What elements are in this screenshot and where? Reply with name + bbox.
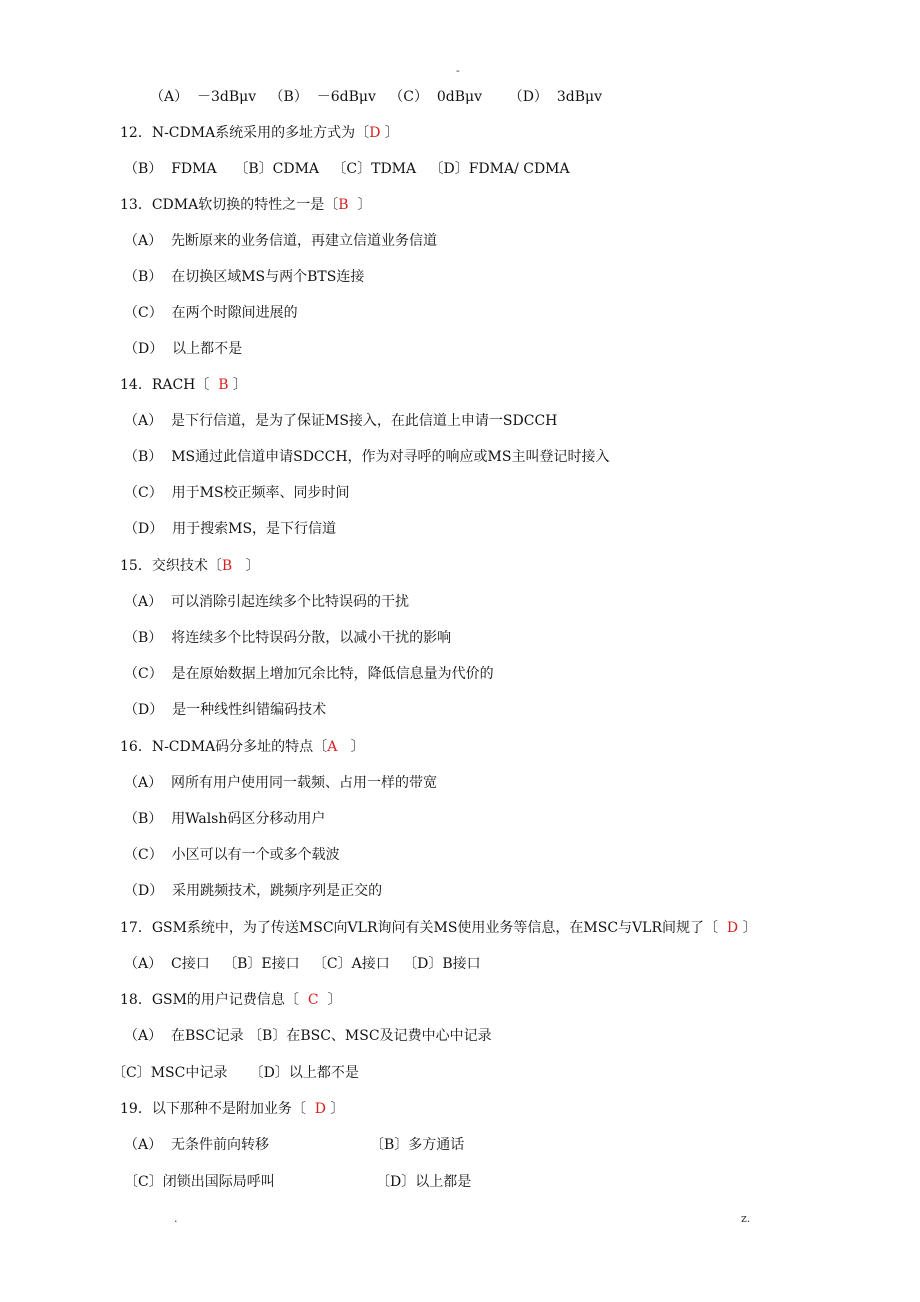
q15-option-d: （D） 是一种线性纠错编码技术 <box>124 702 327 718</box>
q14-option-d: （D） 用于搜索MS，是下行信道 <box>124 521 337 537</box>
footer-left-mark: . <box>174 1212 178 1225</box>
q11-options: （A） －3dBμv （B） －6dBμv （C） 0dBμv （D） 3dBμv <box>150 89 602 105</box>
question-text: 14．RACH〔 <box>120 377 219 393</box>
question-text: 17．GSM系统中，为了传送MSC向VLR询问有关MS使用业务等信息，在MSC与VLR间规了〔 <box>120 920 727 936</box>
question-bracket: 〕 <box>228 377 248 393</box>
answer-mark: B <box>221 558 233 574</box>
answer-mark: D <box>314 1101 326 1117</box>
question-text: 18．GSM的用户记费信息〔 <box>120 992 308 1008</box>
q15-option-a: （A） 可以消除引起连续多个比特误码的干扰 <box>124 594 410 610</box>
q15-option-b: （B） 将连续多个比特误码分散，以减小干扰的影响 <box>124 630 452 646</box>
q16-option-b: （B） 用Walsh码区分移动用户 <box>124 811 326 827</box>
question-18 <box>120 990 341 1010</box>
q19-option-c: 〔C〕闭锁出国际局呼叫 <box>124 1174 275 1190</box>
footer-right-mark: z. <box>741 1212 751 1225</box>
question-bracket: 〕 <box>232 558 260 574</box>
answer-mark: D <box>369 125 381 141</box>
q13-option-d: （D） 以上都不是 <box>124 341 243 357</box>
q13-option-a: （A） 先断原来的业务信道，再建立信道业务信道 <box>124 233 438 249</box>
q16-option-c: （C） 小区可以有一个或多个载波 <box>124 847 340 863</box>
header-mark: - <box>456 64 460 77</box>
q19-option-d: 〔D〕以上都是 <box>376 1174 472 1190</box>
q14-option-a: （A） 是下行信道，是为了保证MS接入，在此信道上申请一SDCCH <box>124 413 558 429</box>
question-text: 13．CDMA软切换的特性之一是〔 <box>120 197 339 213</box>
answer-mark: A <box>327 739 338 755</box>
q16-option-d: （D） 采用跳频技术，跳频序列是正交的 <box>124 883 383 899</box>
q16-option-a: （A） 网所有用户使用同一载频、占用一样的带宽 <box>124 775 438 791</box>
answer-mark: B <box>338 197 349 213</box>
q19-option-b: 〔B〕多方通话 <box>370 1137 465 1153</box>
q17-options: （A） C接口 〔B〕E接口 〔C〕A接口 〔D〕B接口 <box>124 956 481 972</box>
answer-mark: D <box>726 920 739 936</box>
question-bracket: 〕 <box>337 739 365 755</box>
question-text: 15．交织技术〔 <box>120 558 222 574</box>
question-bracket: 〕 <box>318 992 342 1008</box>
q18-options-line1: （A） 在BSC记录 〔B〕在BSC、MSC及记费中心中记录 <box>124 1028 492 1044</box>
question-text: 19．以下那种不是附加业务〔 <box>120 1101 315 1117</box>
q12-options: （B） FDMA 〔B〕CDMA 〔C〕TDMA 〔D〕FDMA/ CDMA <box>124 161 570 177</box>
question-15 <box>120 556 259 576</box>
question-bracket: 〕 <box>325 1101 345 1117</box>
q14-option-c: （C） 用于MS校正频率、同步时间 <box>124 485 350 501</box>
question-19 <box>120 1099 344 1119</box>
question-text: 16．N-CDMA码分多址的特点〔 <box>120 739 328 755</box>
q19-option-a: （A） 无条件前向转移 <box>124 1137 270 1153</box>
question-text: 12．N-CDMA系统采用的多址方式为〔 <box>120 125 370 141</box>
question-12 <box>120 123 399 143</box>
question-bracket: 〕 <box>738 920 757 936</box>
answer-mark: B <box>218 377 229 393</box>
question-14 <box>120 375 247 395</box>
q13-option-b: （B） 在切换区域MS与两个BTS连接 <box>124 269 365 285</box>
question-17 <box>120 918 757 938</box>
q13-option-c: （C） 在两个时隙间进展的 <box>124 305 298 321</box>
q18-options-line2: 〔C〕MSC中记录 〔D〕以上都不是 <box>112 1065 359 1081</box>
q14-option-b: （B） MS通过此信道申请SDCCH，作为对寻呼的响应或MS主叫登记时接入 <box>124 449 610 465</box>
q15-option-c: （C） 是在原始数据上增加冗余比特，降低信息量为代价的 <box>124 666 494 682</box>
question-13 <box>120 195 371 215</box>
question-16 <box>120 737 365 757</box>
question-bracket: 〕 <box>380 125 399 141</box>
answer-mark: C <box>307 992 319 1008</box>
question-bracket: 〕 <box>348 197 372 213</box>
